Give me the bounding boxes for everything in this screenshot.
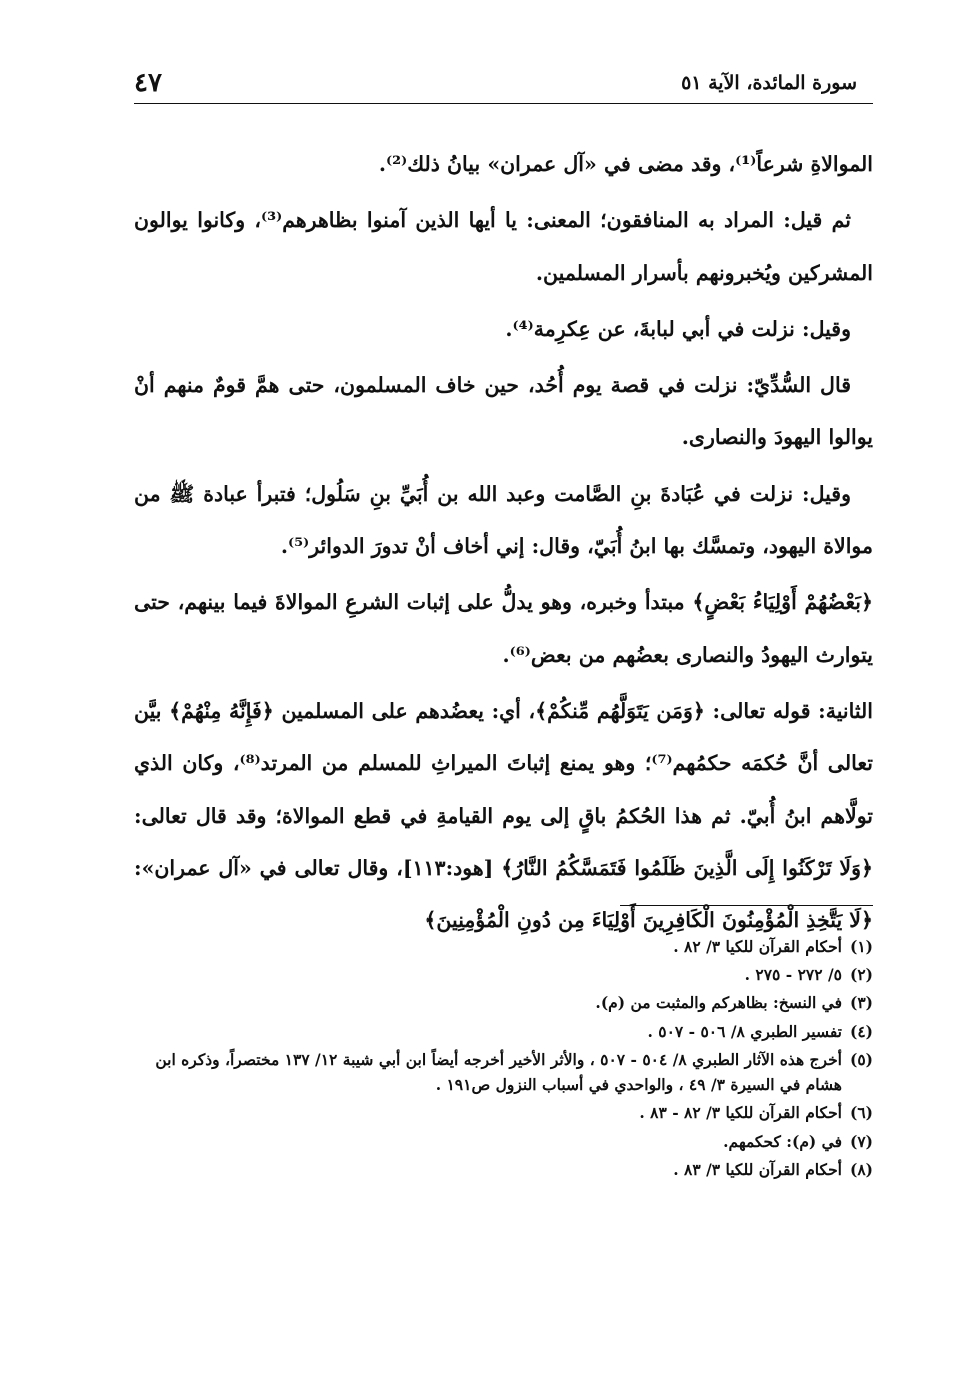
footnote-number: (٤)	[849, 1021, 873, 1041]
footnote	[134, 962, 873, 988]
header-divider	[134, 103, 873, 104]
footnote-text: أحكام القرآن للكيا ٣/ ٨٢ - ٨٣ .	[639, 1103, 842, 1123]
footnote-text: أخرج هذه الآثار الطبري ٨/ ٥٠٤ - ٥٠٧ ، والأثر الأخير أخرجه أيضاً ابن أبي شيبة ١٢/ ١٣٧ مختصراً، وذكره ابن هشام في السيرة ٣/ ٤٩ ، والواحدي في أسباب النزول ص١٩١ .	[155, 1049, 842, 1095]
paragraph: ﴿بَعْضُهُمْ أَوْلِيَاءُ بَعْضٍ﴾ مبتدأ وخبره، وهو يدلُّ على إثبات الشرعِ الموالاةَ فيما بينهم، حتى يتوارث اليهودُ والنصارى بعضُهم من بعض⁽⁶⁾.	[134, 590, 873, 667]
footnote-number: (٢)	[849, 965, 873, 985]
footnote-number: (٦)	[849, 1103, 873, 1123]
footnotes	[134, 934, 873, 1185]
footnote-text: ٥/ ٢٧٢ - ٢٧٥ .	[744, 965, 842, 985]
paragraph: الموالاةِ شرعاً⁽¹⁾، وقد مضى في «آل عمران» بيانُ ذلك⁽²⁾.	[378, 152, 873, 176]
footnote	[134, 934, 873, 960]
footnote	[134, 1157, 873, 1183]
footnote	[134, 1019, 873, 1045]
footnote	[134, 1129, 873, 1155]
footnote-divider	[620, 905, 873, 906]
page-number: ٤٧	[134, 68, 162, 98]
footnote	[134, 990, 873, 1016]
footnote	[134, 1100, 873, 1126]
footnote-number: (٣)	[849, 993, 873, 1013]
footnote-text: تفسير الطبري ٨/ ٥٠٦ - ٥٠٧ .	[647, 1021, 842, 1041]
paragraph: وقيل: نزلت في عُبَادةَ بنِ الصَّامت وعبد الله بن أُبَيِّ بنِ سَلُول؛ فتبرأ عبادة ﷺ من موالاة اليهود، وتمسَّك بها ابنُ أُبَيّ، وقال: إني أخاف أنْ تدورَ الدوائر⁽⁵⁾.	[134, 481, 873, 559]
paragraph: ثم قيل: المراد به المنافقون؛ المعنى: يا أيها الذين آمنوا بظاهرهم⁽³⁾، وكانوا يوالون المشركين ويُخبرونهم بأسرار المسلمين.	[134, 208, 873, 285]
footnote-number: (٥)	[849, 1049, 873, 1069]
paragraph: وقيل: نزلت في أبي لبابةَ، عن عِكرِمة⁽⁴⁾.	[505, 316, 851, 341]
running-title: سورة المائدة، الآية ٥١	[681, 72, 857, 94]
footnote-text: أحكام القرآن للكيا ٣/ ٨٣ .	[673, 1159, 842, 1179]
footnote-number: (٧)	[849, 1131, 873, 1151]
footnote-number: (٨)	[849, 1159, 873, 1179]
paragraph: قال السُّدِّيّ: نزلت في قصة يوم أُحُد، حين خاف المسلمون، حتى همَّ قومٌ منهم أنْ يوالوا اليهودَ والنصارى.	[134, 373, 873, 450]
footnote-text: في (م): كحكمهم.	[723, 1131, 842, 1151]
paragraph: الثانية: قوله تعالى: ﴿وَمَن يَتَوَلَّهُم مِّنكُمْ﴾، أي: يعضُدهم على المسلمين ﴿فَإِنَّهُ مِنْهُمْ﴾ بيَّن تعالى أنَّ حُكمَه حكمُهم⁽⁷⁾؛ وهو يمنع إثباتَ الميراثِ للمسلم من المرتد⁽⁸⁾، وكان الذي تولَّاهم ابنُ أُبيّ. ثم هذا الحُكمُ باقٍ إلى يوم القيامةِ في قطع الموالاة؛ وقد قال تعالى: ﴿وَلَا تَرْكَنُوا إِلَى الَّذِينَ ظَلَمُوا فَتَمَسَّكُمُ النَّارُ﴾ [هود:١١٣]، وقال تعالى في «آل عمران»: ﴿لَا يَتَّخِذِ الْمُؤْمِنُونَ الْكَافِرِينَ أَوْلِيَاءَ مِن دُونِ الْمُؤْمِنِينَ﴾	[134, 698, 874, 933]
page-header	[134, 66, 857, 102]
footnote-text: في النسخ: بظاهركم والمثبت من (م).	[595, 993, 842, 1013]
footnote	[134, 1047, 873, 1098]
footnote-number: (١)	[849, 937, 873, 956]
main-text	[134, 138, 873, 950]
footnote-text: أحكام القرآن للكيا ٣/ ٨٢ .	[673, 937, 842, 956]
